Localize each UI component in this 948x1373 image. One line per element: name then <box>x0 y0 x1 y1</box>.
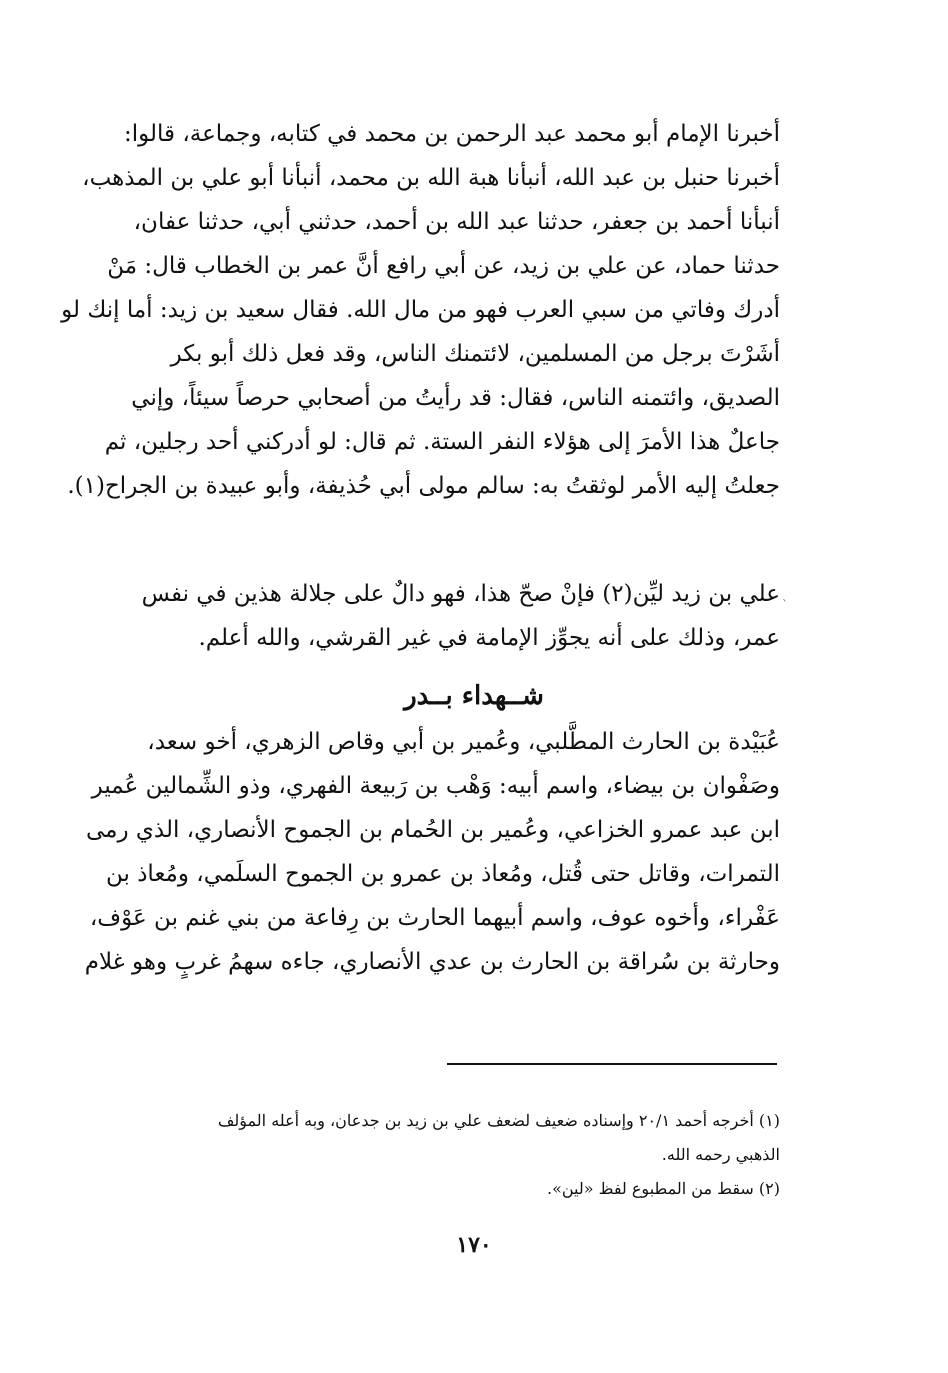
text-line: وصَفْوان بن بيضاء، واسم أبيه: وَهْب بن رَبيعة الفهري، وذو الشِّمالين عُمير <box>91 773 780 799</box>
margin-mark: ` <box>782 598 788 612</box>
text-line: عُبَيْدة بن الحارث المطَّلبي، وعُمير بن أبي وقاص الزهري، أخو سعد، <box>147 729 780 755</box>
text-line: أخبرنا حنبل بن عبد الله، أنبأنا هبة الله بن محمد، أنبأنا أبو علي بن المذهب، <box>82 165 780 191</box>
text-line: عمر، وذلك على أنه يجوِّز الإمامة في غير القرشي، والله أعلم. <box>198 625 780 651</box>
text-line: علي بن زيد ليِّن(٢) فإنْ صحّ هذا، فهو دالٌ على جلالة هذين في نفس <box>141 581 780 607</box>
paragraph-martyrs <box>84 720 780 984</box>
text-line: أخبرنا الإمام أبو محمد عبد الرحمن بن محمد في كتابه، وجماعة، قالوا: <box>123 121 780 147</box>
text-line: جاعلٌ هذا الأمرَ إلى هؤلاء النفر الستة. ثم قال: لو أدركني أحد رجلين، ثم <box>104 429 780 455</box>
text-line: أشَرْتَ برجل من المسلمين، لائتمنك الناس، وقد فعل ذلك أبو بكر <box>170 341 780 367</box>
text-line: وحارثة بن سُراقة بن الحارث بن عدي الأنصاري، جاءه سهمُ غربٍ وهو غلام <box>84 949 780 975</box>
paragraph-commentary <box>125 572 780 660</box>
footnote-1: (١) أخرجه أحمد ٢٠/١ وإسناده ضعيف لضعف علي بن زيد بن جدعان، وبه أعله المؤلف <box>217 1111 780 1130</box>
page-number: ١٧٠ <box>456 1232 492 1258</box>
text-line: حدثنا حماد، عن علي بن زيد، عن أبي رافع أنَّ عمر بن الخطاب قال: مَنْ <box>107 253 780 279</box>
text-line: أنبأنا أحمد بن جعفر، حدثنا عبد الله بن أحمد، حدثني أبي، حدثنا عفان، <box>133 209 780 235</box>
footnotes <box>120 1104 780 1206</box>
section-heading: شــهداء بــدر <box>404 681 544 711</box>
text-line: التمرات، وقاتل حتى قُتل، ومُعاذ بن عمرو بن الجموح السلَمي، ومُعاذ بن <box>105 861 780 887</box>
text-line: ابن عبد عمرو الخزاعي، وعُمير بن الحُمام بن الجموح الأنصاري، الذي رمى <box>85 817 780 843</box>
text-line: أدرك وفاتي من سبي العرب فهو من مال الله. فقال سعيد بن زيد: أما إنك لو <box>61 297 780 323</box>
footnote-2: (٢) سقط من المطبوع لفظ «لين». <box>547 1179 780 1198</box>
paragraph-hadith <box>61 112 780 508</box>
footnote-1-continuation: الذهبي رحمه الله. <box>661 1145 780 1164</box>
text-line: جعلتُ إليه الأمر لوثقتُ به: سالم مولى أبي حُذيفة، وأبو عبيدة بن الجراح(١). <box>67 473 780 499</box>
footnote-divider <box>447 1063 777 1065</box>
text-line: عَفْراء، وأخوه عوف، واسم أبيهما الحارث بن رِفاعة من بني غنم بن عَوْف، <box>89 905 780 931</box>
text-line: الصديق، وائتمنه الناس، فقال: قد رأيتُ من أصحابي حرصاً سيئاً، وإني <box>131 385 780 411</box>
